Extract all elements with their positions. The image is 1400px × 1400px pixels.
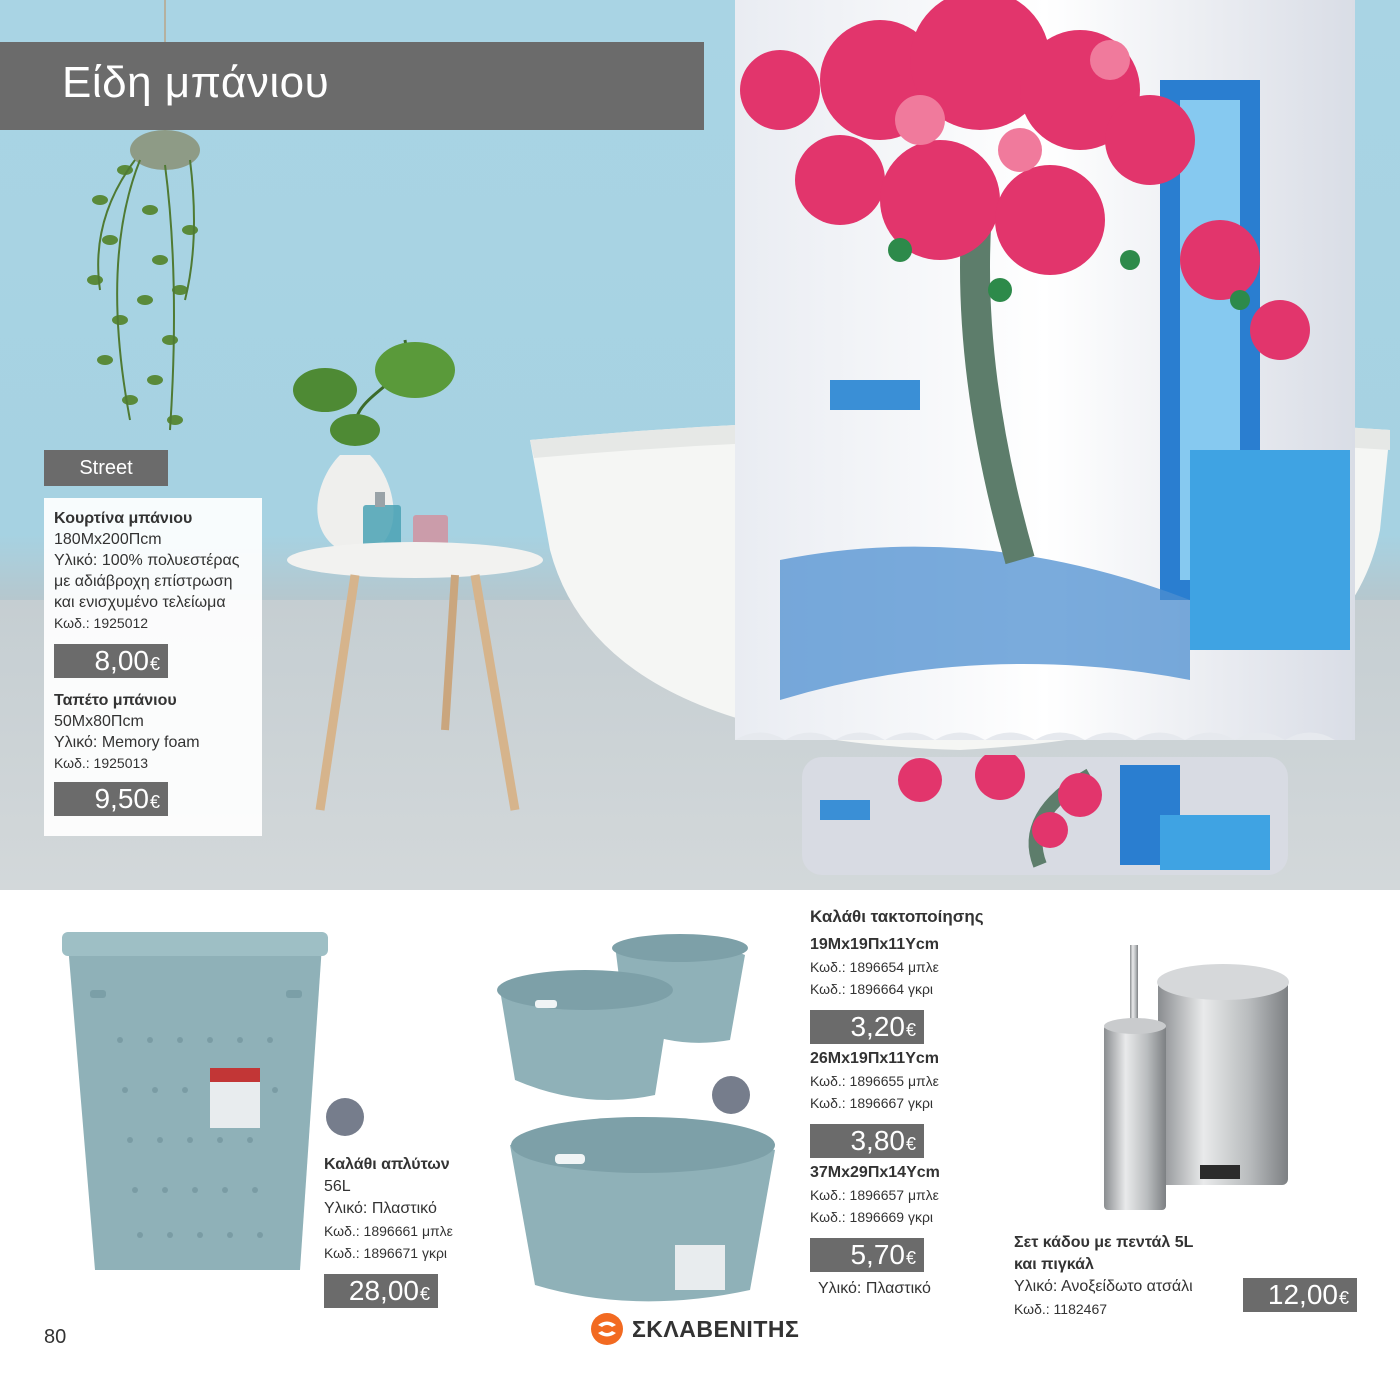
basket-color-swatch	[712, 1076, 750, 1114]
basket-material: Υλικό: Πλαστικό	[818, 1280, 931, 1297]
bath-mat-illustration	[800, 755, 1290, 877]
collection-tag: Street	[44, 450, 168, 486]
basket-size-3-code-blue: Κωδ.: 1896657 μπλε	[810, 1187, 939, 1203]
basket-size-2	[810, 1048, 939, 1114]
curtain-info	[54, 508, 239, 634]
laundry-hamper-image	[60, 930, 330, 1280]
page-title: Είδη μπάνιου	[62, 58, 330, 107]
mat-size: 50Μx80Πcm	[54, 713, 144, 730]
bin-set-currency: €	[1338, 1287, 1349, 1308]
hamper-volume: 56L	[324, 1178, 351, 1195]
page-number: 80	[44, 1326, 67, 1348]
curtain-material-line-1: Υλικό: 100% πολυεστέρας	[54, 552, 240, 569]
street-info-panel	[44, 498, 262, 836]
basket-size-1-dims: 19Μx19Πx11Υcm	[810, 936, 939, 953]
basket-size-1-price: 3,20	[850, 1011, 905, 1042]
basket-size-2-price-tag	[810, 1124, 924, 1158]
hamper-material: Υλικό: Πλαστικό	[324, 1200, 437, 1217]
mat-name: Ταπέτο μπάνιου	[54, 692, 177, 709]
basket-size-1	[810, 934, 939, 1000]
basket-size-2-price: 3,80	[850, 1125, 905, 1156]
bin-set-price-tag	[1243, 1278, 1357, 1312]
curtain-size: 180Μx200Πcm	[54, 531, 162, 548]
hamper-info	[324, 1154, 453, 1264]
curtain-price: 8,00	[94, 645, 149, 676]
storage-baskets-image	[495, 930, 785, 1310]
basket-size-3-code-grey: Κωδ.: 1896669 γκρι	[810, 1209, 934, 1225]
basket-size-3-price: 5,70	[850, 1239, 905, 1270]
mat-price: 9,50	[94, 783, 149, 814]
curtain-currency: €	[149, 653, 160, 674]
curtain-name: Κουρτίνα μπάνιου	[54, 510, 193, 527]
basket-size-2-code-blue: Κωδ.: 1896655 μπλε	[810, 1073, 939, 1089]
mat-material: Υλικό: Memory foam	[54, 734, 200, 751]
basket-size-3-dims: 37Μx29Πx14Υcm	[810, 1164, 940, 1181]
basket-size-2-code-grey: Κωδ.: 1896667 γκρι	[810, 1095, 934, 1111]
curtain-code: Κωδ.: 1925012	[54, 615, 149, 631]
bin-set-info	[1014, 1232, 1193, 1320]
basket-info	[810, 906, 984, 928]
pedal-bin-set-image	[1100, 940, 1320, 1220]
hamper-color-swatch	[326, 1098, 364, 1136]
hamper-price-tag	[324, 1274, 438, 1308]
hamper-currency: €	[419, 1283, 430, 1304]
basket-size-1-price-tag	[810, 1010, 924, 1044]
bin-set-price: 12,00	[1267, 1279, 1338, 1310]
mat-price-tag	[54, 782, 168, 816]
brand-logo-icon	[590, 1312, 624, 1346]
hamper-price: 28,00	[348, 1275, 419, 1306]
shower-curtain-illustration	[720, 0, 1360, 740]
bin-set-code: Κωδ.: 1182467	[1014, 1301, 1108, 1317]
brand-name: ΣΚΛΑΒΕΝΙΤΗΣ	[632, 1315, 800, 1342]
hamper-code-grey: Κωδ.: 1896671 γκρι	[324, 1245, 448, 1261]
basket-size-3-currency: €	[905, 1247, 916, 1268]
bin-set-material: Υλικό: Ανοξείδωτο ατσάλι	[1014, 1278, 1193, 1295]
mat-currency: €	[149, 791, 160, 812]
basket-size-1-code-blue: Κωδ.: 1896654 μπλε	[810, 959, 939, 975]
side-table-illustration	[285, 330, 545, 820]
mat-info	[54, 690, 200, 774]
brand-logo	[590, 1312, 799, 1346]
hamper-name: Καλάθι απλύτων	[324, 1156, 450, 1173]
basket-size-3	[810, 1162, 940, 1228]
curtain-price-tag	[54, 644, 168, 678]
bin-set-name-line-1: Σετ κάδου με πεντάλ 5L	[1014, 1234, 1194, 1251]
basket-size-3-price-tag	[810, 1238, 924, 1272]
bin-set-name-line-2: και πιγκάλ	[1014, 1256, 1094, 1273]
basket-size-1-code-grey: Κωδ.: 1896664 γκρι	[810, 981, 934, 997]
curtain-material-line-3: και ενισχυμένο τελείωμα	[54, 594, 226, 611]
hamper-code-blue: Κωδ.: 1896661 μπλε	[324, 1223, 453, 1239]
basket-name: Καλάθι τακτοποίησης	[810, 907, 984, 926]
curtain-material-line-2: με αδιάβροχη επίστρωση	[54, 573, 233, 590]
basket-size-2-dims: 26Μx19Πx11Υcm	[810, 1050, 939, 1067]
basket-size-1-currency: €	[905, 1019, 916, 1040]
mat-code: Κωδ.: 1925013	[54, 755, 149, 771]
basket-size-2-currency: €	[905, 1133, 916, 1154]
